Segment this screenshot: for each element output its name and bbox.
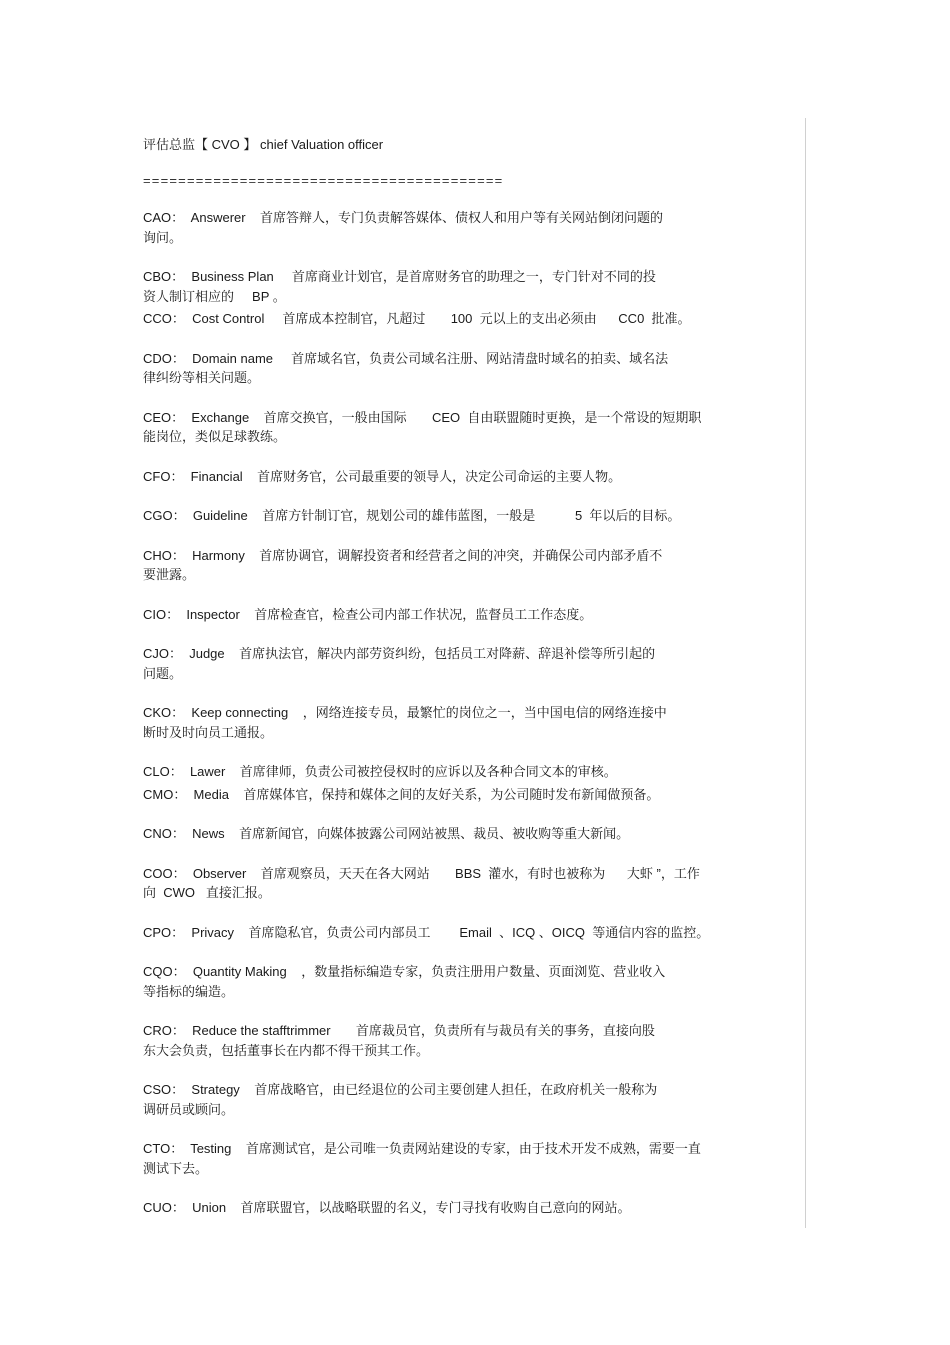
- title-entry: [143, 506, 758, 526]
- entry-line: CBO： Business Plan 首席商业计划官，是首席财务官的助理之一，专门针对不同的投: [143, 269, 656, 284]
- title-entry: [143, 467, 758, 487]
- entry-line: CRO： Reduce the stafftrimmer 首席裁员官，负责所有与裁员有关的事务，直接向股: [143, 1023, 655, 1038]
- title-entry: [143, 408, 758, 447]
- heading-cvo: 评估总监【 CVO 】 chief Valuation officer: [143, 137, 384, 152]
- entry-line: CNO： News 首席新闻官，向媒体披露公司网站被黑、裁员、被收购等重大新闻。: [143, 826, 630, 841]
- title-entry: [143, 1021, 758, 1060]
- entry-line: 资人制订相应的 BP 。: [143, 288, 286, 304]
- margin-rule: [805, 118, 806, 1228]
- entry-line: 断时及时向员工通报。: [143, 724, 274, 740]
- entry-line: CHO： Harmony 首席协调官，调解投资者和经营者之间的冲突，并确保公司内部矛盾不: [143, 547, 663, 563]
- entry-line: CDO： Domain name 首席域名官，负责公司域名注册、网站清盘时域名的拍卖、域名法: [143, 350, 669, 366]
- entry-line: CGO： Guideline 首席方针制订官，规划公司的雄伟蓝图，一般是 5 年以后的目标。: [143, 508, 681, 523]
- entry-line: CCO： Cost Control 首席成本控制官，凡超过 100 元以上的支出必须由 CC0 批准。: [143, 311, 691, 326]
- entry-line: CSO： Strategy 首席战略官，由已经退位的公司主要创建人担任，在政府机关一般称为: [143, 1082, 658, 1097]
- entry-line: COO： Observer 首席观察员，天天在各大网站 BBS 灌水，有时也被称为 大虾 ”，工作: [143, 865, 700, 881]
- entry-line: CIO： Inspector 首席检查官，检查公司内部工作状况，监督员工工作态度。: [143, 606, 593, 622]
- entry-line: 律纠纷等相关问题。: [143, 370, 261, 385]
- title-entry: [143, 962, 758, 1001]
- entry-line: CUO： Union 首席联盟官，以战略联盟的名义，专门寻找有收购自己意向的网站。: [143, 1200, 631, 1215]
- entry-line: CFO： Financial 首席财务官，公司最重要的领导人，决定公司命运的主要人物。: [143, 468, 622, 484]
- title-entry: [143, 644, 758, 683]
- entry-line: CQO： Quantity Making ，数量指标编造专家，负责注册用户数量、页面浏览、营业收入: [143, 964, 666, 979]
- entry-line: 要泄露。: [143, 567, 196, 582]
- entry-line: 测试下去。: [143, 1160, 209, 1176]
- entry-line: 等指标的编造。: [143, 983, 235, 999]
- title-entry: [143, 267, 758, 306]
- title-entry: [143, 864, 758, 903]
- title-entry: [143, 208, 758, 247]
- title-entry: [143, 605, 758, 625]
- title-entry: [143, 1198, 758, 1218]
- entry-line: 询问。: [143, 229, 183, 245]
- title-entry-list: [143, 208, 758, 1218]
- title-entry: [143, 923, 758, 943]
- entry-line: 能岗位，类似足球教练。: [143, 429, 287, 444]
- entry-line: CJO： Judge 首席执法官，解决内部劳资纠纷，包括员工对降薪、辞退补偿等所引起的: [143, 646, 656, 661]
- title-entry: [143, 546, 758, 585]
- entry-line: CAO： Answerer 首席答辩人，专门负责解答媒体、债权人和用户等有关网站倒闭问题的: [143, 210, 664, 225]
- title-entry: [143, 1139, 758, 1178]
- title-entry: [143, 785, 758, 805]
- entry-line: CPO： Privacy 首席隐私官，负责公司内部员工 Email 、ICQ 、OICQ 等通信内容的监控。: [143, 924, 710, 940]
- separator-line: =========================================: [143, 173, 504, 188]
- title-entry: [143, 1080, 758, 1119]
- title-entry: [143, 703, 758, 742]
- entry-line: 问题。: [143, 665, 183, 681]
- entry-line: CLO： Lawer 首席律师，负责公司被控侵权时的应诉以及各种合同文本的审核。: [143, 764, 617, 779]
- title-entry: [143, 824, 758, 844]
- title-entry: [143, 762, 758, 782]
- title-entry: [143, 349, 758, 388]
- entry-line: CTO： Testing 首席测试官，是公司唯一负责网站建设的专家，由于技术开发不成熟，需要一直: [143, 1141, 701, 1156]
- document-body: [143, 136, 758, 1218]
- title-entry: [143, 309, 758, 329]
- entry-line: CKO： Keep connecting ，网络连接专员，最繁忙的岗位之一，当中国电信的网络连接中: [143, 705, 667, 720]
- entry-line: 东大会负责，包括董事长在内都不得干预其工作。: [143, 1042, 430, 1058]
- entry-line: 调研员或顾问。: [143, 1101, 235, 1117]
- entry-line: CMO： Media 首席媒体官，保持和媒体之间的友好关系，为公司随时发布新闻做预备。: [143, 786, 660, 802]
- entry-line: 向 CWO 直接汇报。: [143, 885, 271, 900]
- entry-line: CEO： Exchange 首席交换官，一般由国际 CEO 自由联盟随时更换，是一个常设的短期职: [143, 409, 702, 425]
